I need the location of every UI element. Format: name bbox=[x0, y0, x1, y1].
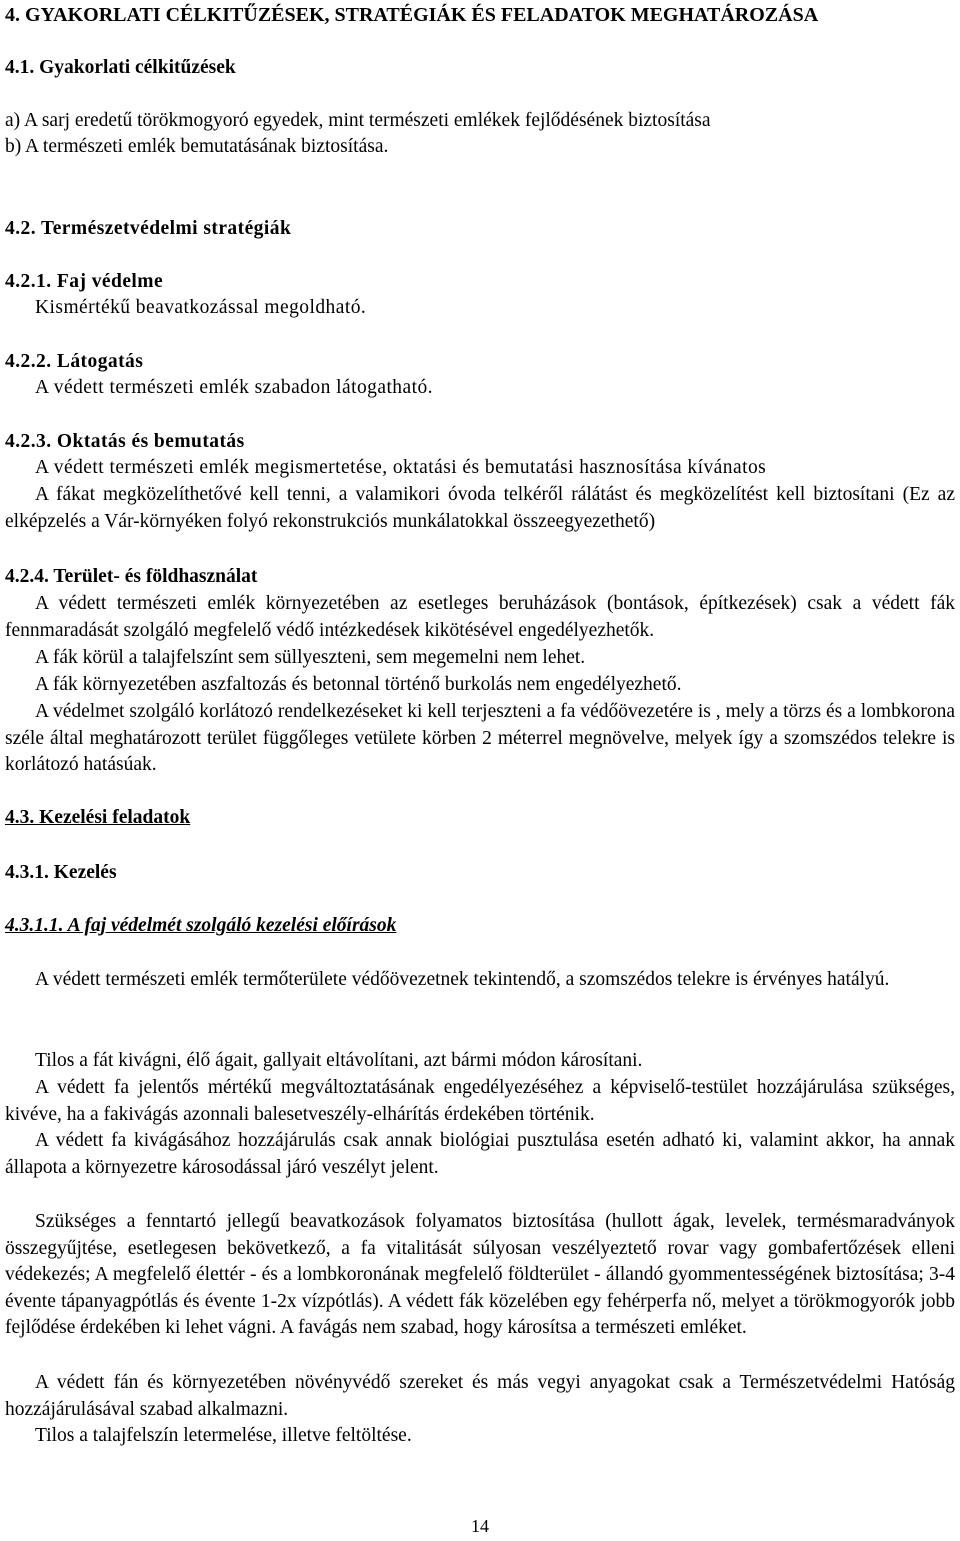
paragraph: A védett fa jelentős mértékű megváltoztatásának engedélyezéséhez a képviselő-testület hozzájárulása szükséges, kivéve, ha a fakivágás azonnali balesetveszély-elhárítás érdekében történik. bbox=[5, 1077, 955, 1125]
subsection-4-2-2-heading: 4.2.2. Látogatás bbox=[5, 351, 144, 372]
subsection-4-3-1-heading: 4.3.1. Kezelés bbox=[5, 862, 117, 883]
paragraph: A védett fán és környezetében növényvédő szereket és más vegyi anyagokat csak a Természetvédelmi Hatóság hozzájárulásával szabad alkalmazni. bbox=[5, 1372, 955, 1420]
page-number: 14 bbox=[471, 1516, 489, 1536]
page-title: 4. GYAKORLATI CÉLKITŰZÉSEK, STRATÉGIÁK ÉS FELADATOK MEGHATÁROZÁSA bbox=[5, 4, 819, 26]
paragraph: A védett természeti emlék szabadon látogatható. bbox=[35, 377, 434, 398]
subsection-4-3-1-1-heading: 4.3.1.1. A faj védelmét szolgáló kezelési előírások bbox=[5, 915, 397, 936]
paragraph: A védett természeti emlék termőterülete védőövezetnek tekintendő, a szomszédos telekre is érvényes hatályú. bbox=[35, 969, 890, 990]
subsection-4-2-1-heading: 4.2.1. Faj védelme bbox=[5, 271, 164, 292]
subsection-4-2-3-heading: 4.2.3. Oktatás és bemutatás bbox=[5, 431, 245, 452]
paragraph: A fákat megközelíthetővé kell tenni, a valamikori óvoda telkéről rálátást és megközelítést kell biztosítani (Ez az elképzelés a Vár-környéken folyó rekonstrukciós munkálatokkal összeegyezethető) bbox=[5, 484, 955, 532]
paragraph: A védelmet szolgáló korlátozó rendelkezéseket ki kell terjeszteni a fa védőövezetére is , mely a törzs és a lombkorona széle által meghatározott terület függőleges vetülete körben 2 méterrel megnövelve, melyek így a szomszédos telekre is korlátozó hatásúak. bbox=[5, 701, 955, 775]
paragraph: A védett fa kivágásához hozzájárulás csak annak biológiai pusztulása esetén adható ki, valamint akkor, ha annak állapota a környezetre károsodással járó veszélyt jelent. bbox=[5, 1130, 955, 1178]
section-4-2-heading: 4.2. Természetvédelmi stratégiák bbox=[5, 218, 292, 239]
list-item: a) A sarj eredetű törökmogyoró egyedek, mint természeti emlékek fejlődésének biztosítása bbox=[5, 110, 711, 131]
paragraph: A fák környezetében aszfaltozás és betonnal történő burkolás nem engedélyezhető. bbox=[35, 674, 682, 695]
paragraph: Tilos a fát kivágni, élő ágait, gallyait eltávolítani, azt bármi módon károsítani. bbox=[35, 1050, 643, 1071]
paragraph: Tilos a talajfelszín letermelése, illetve feltöltése. bbox=[35, 1425, 412, 1446]
paragraph: Szükséges a fenntartó jellegű beavatkozások folyamatos biztosítása (hullott ágak, levelek, termésmaradványok összegyűjtése, esetlegesen bekövetkező, a fa vitalitását súlyosan veszélyeztető rovar vagy gombafertőzések elleni védekezés; A megfelelő élettér - és a lombkoronának megfelelő földterület - állandó gyommentességének biztosítása; 3-4 évente tápanyagpótlás és évente 1-2x vízpótlás). A védett fák közelében egy fehérperfa nő, melyet a törökmogyorók jobb fejlődése érdekében ki lehet vágni. A favágás nem szabad, hogy károsítsa a természeti emléket. bbox=[5, 1211, 955, 1338]
paragraph: Kismértékű beavatkozással megoldható. bbox=[35, 297, 367, 318]
paragraph: A védett természeti emlék megismertetése, oktatási és bemutatási hasznosítása kívánatos bbox=[35, 457, 767, 478]
paragraph: A fák körül a talajfelszínt sem süllyeszteni, sem megemelni nem lehet. bbox=[35, 647, 586, 668]
paragraph: A védett természeti emlék környezetében az esetleges beruházások (bontások, építkezések) csak a védett fák fennmaradását szolgáló megfelelő védő intézkedések kikötésével engedélyezhetők. bbox=[5, 593, 955, 641]
section-4-1-heading: 4.1. Gyakorlati célkitűzések bbox=[5, 57, 236, 78]
list-item: b) A természeti emlék bemutatásának biztosítása. bbox=[5, 136, 389, 157]
section-4-3-heading: 4.3. Kezelési feladatok bbox=[5, 807, 191, 828]
subsection-4-2-4-heading: 4.2.4. Terület- és földhasználat bbox=[5, 566, 258, 587]
